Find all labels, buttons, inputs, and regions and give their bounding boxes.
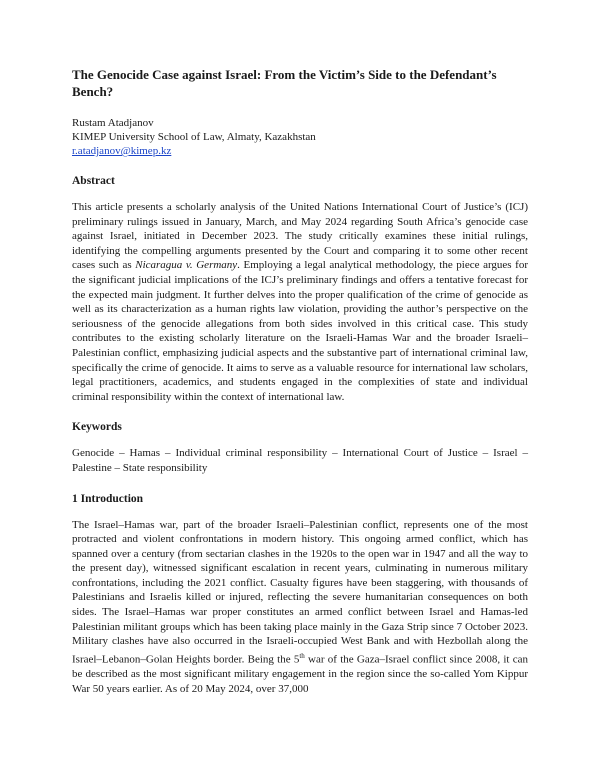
keywords-heading: Keywords [72, 421, 122, 434]
abstract-text: This article presents a scholarly analysis of the United Nations International Court of Justice’s (ICJ) preliminary rulings issued in January, March, and May 2024 regarding South Africa’s genocide case against Israel, initiated in December 2023. The study critically examines these initial rulings, identifying the compelling arguments presented by the Court and comparing it to some other recent cases such as Nicaragua v. Germany. Employing a legal analytical methodology, the piece argues for the significant judicial implications of the ICJ’s preliminary findings and offers a tentative forecast for the expected main judgment. It further delves into the proper qualification of the crime of genocide as well as its characterization as a human rights law violation, providing the author’s perspective on the seriousness of the genocide allegations from both sides involved in this critical case. This study contributes to the existing scholarly literature on the Israeli-Hamas War and the broader Israeli–Palestinian conflict, emphasizing judicial aspects and the substantive part of international criminal law, specifically the crime of genocide. It aims to serve as a valuable resource for international law scholars, legal practitioners, academics, and students engaged in the complexities of state and individual criminal responsibility within the context of international law. [72, 201, 528, 403]
abstract-heading: Abstract [72, 175, 115, 187]
author-email-link[interactable]: r.atadjanov@kimep.kz [72, 145, 172, 157]
keywords-text: Genocide – Hamas – Individual criminal responsibility – International Court of Justice – Israel – Palestine – State responsibility [72, 447, 528, 474]
case-name: Nicaragua v. Germany [135, 259, 238, 272]
paper-title: The Genocide Case against Israel: From the Victim’s Side to the Defendant’s Bench? [72, 67, 497, 99]
introduction-text: The Israel–Hamas war, part of the broader Israeli–Palestinian conflict, represents one of the most protracted and violent confrontations in modern history. This ongoing armed conflict, which has spanned over a century (from sectarian clashes in the 1920s to the open war in 1947 and all the way to the present day), witnessed significant escalation in recent years, culminating in numerous military confrontations, including the 2021 conflict. Casualty figures have been staggering, with thousands of Palestinians and Israelis killed or injured, reflecting the severe humanitarian consequences on both sides. The Israel–Hamas war proper constitutes an armed conflict between Israel and Hamas-led Palestinian militant groups which has been taking place mainly in the Gaza Strip since 7 October 2023. Military clashes have also occurred in the Israeli-occupied West Bank and with Hezbollah along the Israel–Lebanon–Golan Heights border. Being the 5th war of the Gaza–Israel conflict since 2008, it can be described as the most significant military engagement in the region since the so-called Yom Kippur War 50 years earlier. As of 20 May 2024, over 37,000 [72, 518, 528, 695]
introduction-heading: 1 Introduction [72, 492, 144, 505]
author-name: Rustam Atadjanov [72, 117, 154, 129]
author-block [72, 116, 528, 158]
ordinal-superscript: th [299, 651, 305, 660]
author-affiliation: KIMEP University School of Law, Almaty, Kazakhstan [72, 131, 316, 143]
